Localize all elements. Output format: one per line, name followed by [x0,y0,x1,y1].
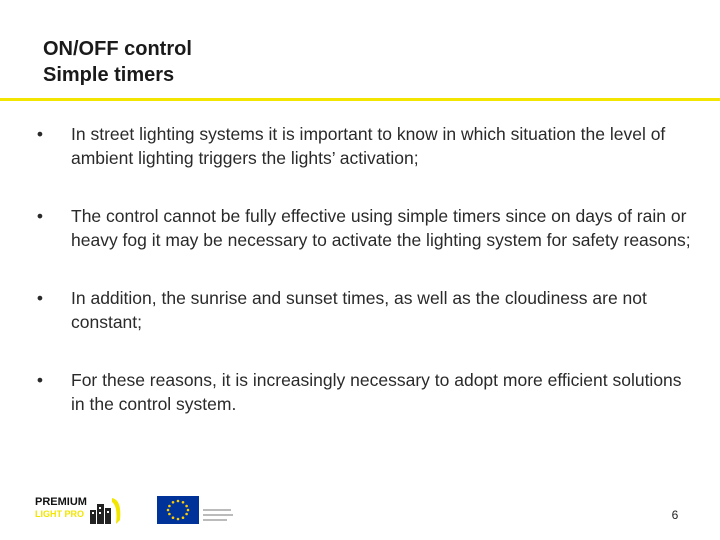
title-line-1: ON/OFF control [43,38,192,60]
bullet-item [30,368,700,416]
svg-text:PREMIUM: PREMIUM [35,496,87,508]
bullet-text: In addition, the sunrise and sunset times, as well as the cloudiness are not constant; [71,288,647,332]
bullet-marker: • [36,206,44,226]
bullet-marker: • [36,124,44,144]
bullet-text: In street lighting systems it is important to know in which situation the level of ambient lighting triggers the lights’ activation; [71,124,666,168]
page-number: 6 [671,508,679,522]
eu-flag-icon [157,495,235,525]
bullet-item [30,122,700,170]
bullet-marker: • [36,370,44,390]
bullet-text: For these reasons, it is increasingly necessary to adopt more efficient solutions in the control system. [71,370,682,414]
slide-title [43,36,192,88]
bullet-text: The control cannot be fully effective using simple timers since on days of rain or heavy fog it may be necessary to activate the lighting system for safety reasons; [71,206,691,250]
bullet-item [30,204,700,252]
svg-text:LIGHT PRO: LIGHT PRO [35,509,84,519]
premium-light-pro-logo-icon [34,492,126,526]
bullet-item [30,286,700,334]
bullet-marker: • [36,288,44,308]
bullet-list [30,122,700,416]
title-line-2: Simple timers [43,64,175,86]
title-divider [0,98,720,101]
